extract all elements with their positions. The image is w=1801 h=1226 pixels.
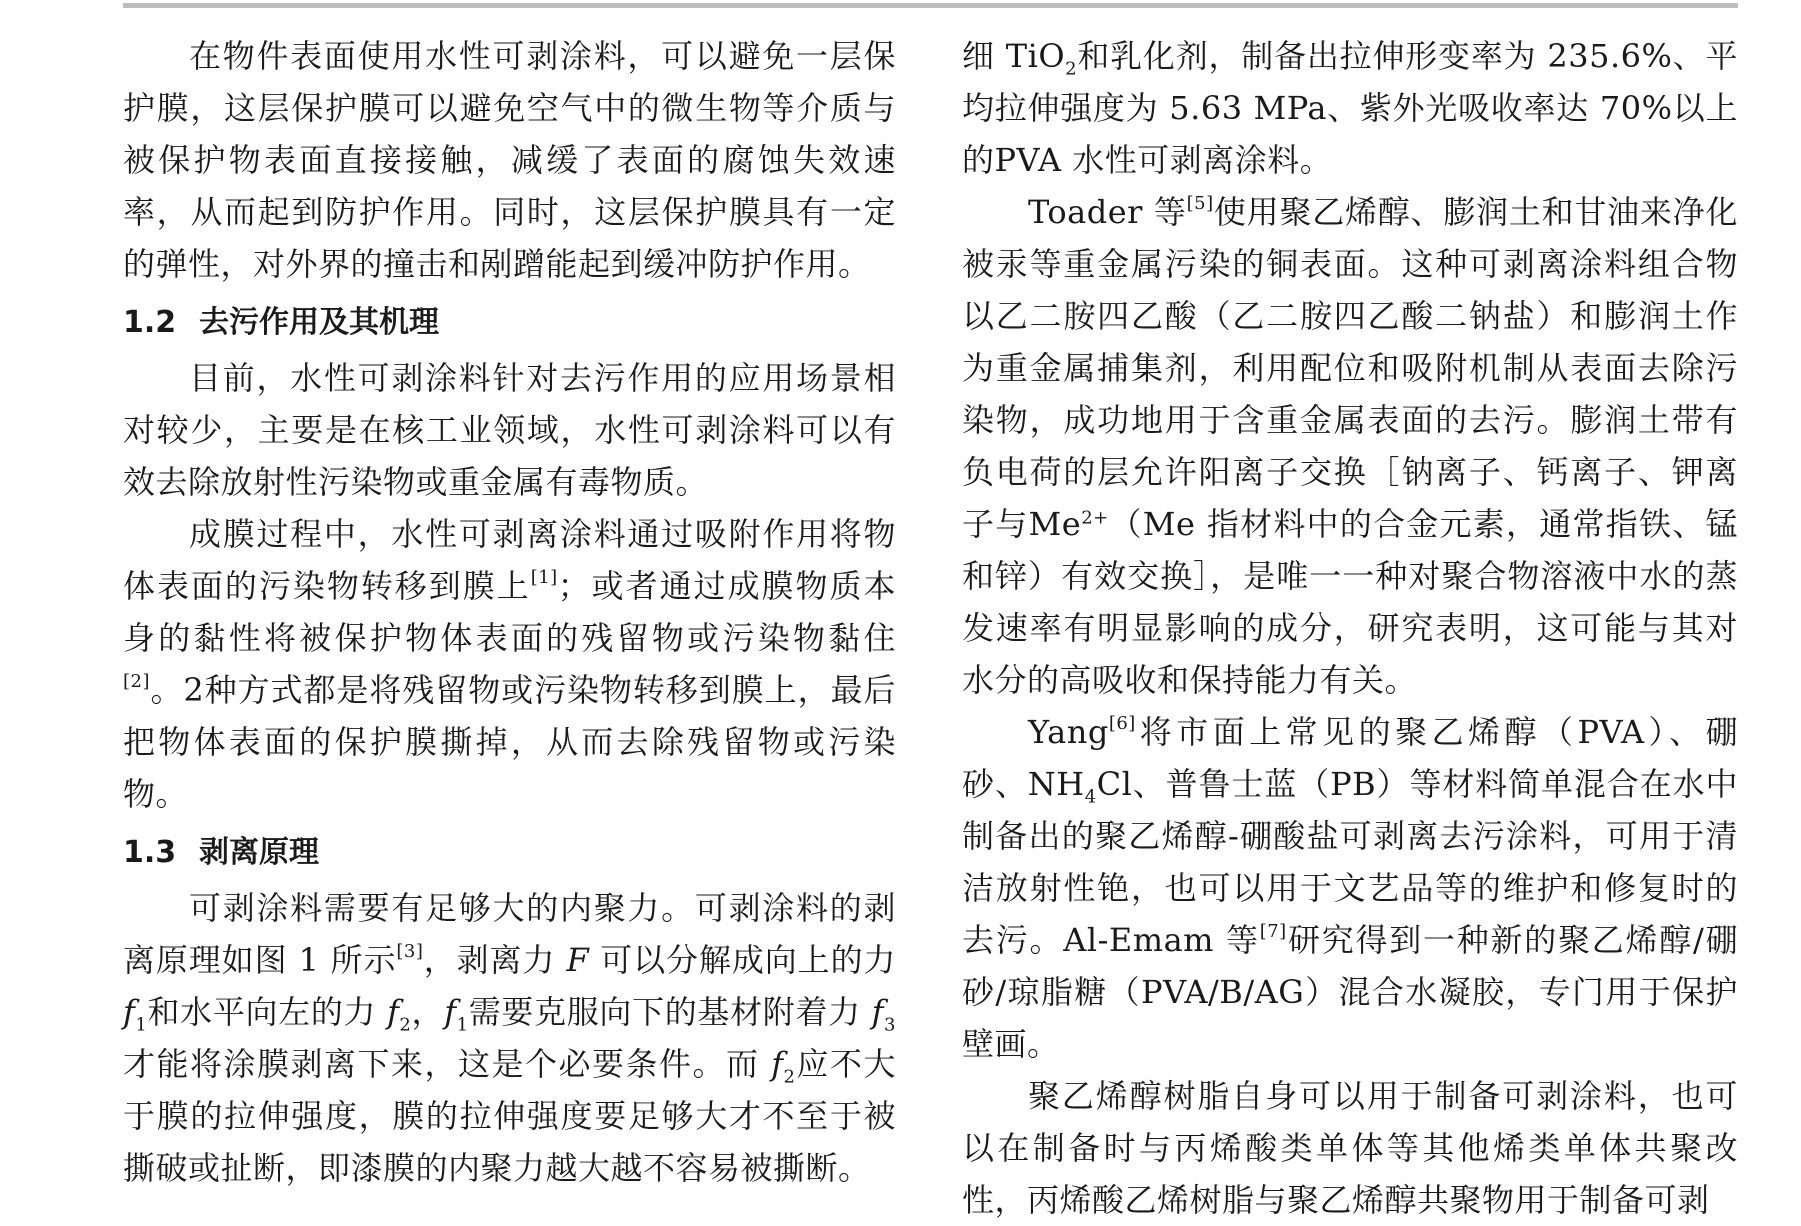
section-title: 剥离原理 xyxy=(199,835,319,870)
text-run: 成膜过程中，水性可剥离涂料通过吸附作用将物体表面的污染物转移到膜上 xyxy=(123,515,896,605)
text-run: Yang xyxy=(1028,713,1109,751)
paragraph-toader xyxy=(962,186,1738,706)
paragraph-decontamination-scenario xyxy=(123,352,896,508)
citation-1: [1] xyxy=(530,567,558,588)
text-run: Cl、普鲁士蓝（PB）等材料简单混合在水中制备出的聚乙烯醇-硼酸盐可剥离去污涂料，可用于清洁放射性铯，也可以用于文艺品等的维护和修复时的去污。Al-Emam 等 xyxy=(962,765,1738,959)
text-run: 将市面上常见的聚乙烯醇（PVA）、硼砂、NH xyxy=(962,713,1738,803)
citation-7: [7] xyxy=(1259,921,1287,942)
subscript: 2 xyxy=(783,1066,796,1088)
top-rule xyxy=(123,3,1738,8)
paragraph-protection xyxy=(123,30,896,290)
symbol-f: f xyxy=(387,993,400,1031)
text-run: ；或者通过成膜物质本身的黏性将被保护物体表面的残留物或污染物黏住 xyxy=(123,567,896,657)
section-number: 1.2 xyxy=(123,305,177,340)
text-run: 使用聚乙烯醇、膨润土和甘油来净化被汞等重金属污染的铜表面。这种可剥离涂料组合物以乙二胺四乙酸（乙二胺四乙酸二钠盐）和膨润土作为重金属捕集剂，利用配位和吸附机制从表面去除污染物，成功地用于含重金属表面的去污。膨润土带有负电荷的层允许阳离子交换［钠离子、钙离子、钾离子与Me xyxy=(962,193,1738,543)
superscript: 2+ xyxy=(1081,507,1109,529)
symbol-f: f xyxy=(871,993,885,1031)
text-run: ， xyxy=(411,993,445,1031)
section-number: 1.3 xyxy=(123,835,177,870)
paragraph-decontamination-mechanism xyxy=(123,508,896,820)
symbol-f: f xyxy=(123,993,136,1031)
text-run: Toader 等 xyxy=(1028,193,1187,231)
text-run: （Me 指材料中的合金元素，通常指铁、锰和锌）有效交换］，是唯一一种对聚合物溶液中水的蒸发速率有明显影响的成分，研究表明，这可能与其对水分的高吸收和保持能力有关。 xyxy=(962,505,1738,699)
paragraph-peeling-principle xyxy=(123,882,896,1194)
section-heading-1-2 xyxy=(123,298,896,348)
subscript: 1 xyxy=(135,1014,148,1036)
text-run: 和水平向左的力 xyxy=(147,993,388,1031)
citation-3: [3] xyxy=(396,941,424,962)
left-column xyxy=(123,30,896,1194)
text-run: 。2种方式都是将残留物或污染物转移到膜上，最后把物体表面的保护膜撕掉，从而去除残留物或污染物。 xyxy=(123,671,896,813)
text-run: ，剥离力 xyxy=(423,941,567,979)
text-run: 可剥涂料需要有足够大的内聚力。可剥涂料的剥离原理如图 1 所示 xyxy=(123,889,896,979)
subscript: 3 xyxy=(884,1014,896,1036)
paragraph-text: 目前，水性可剥涂料针对去污作用的应用场景相对较少，主要是在核工业领域，水性可剥涂料可以有效去除放射性污染物或重金属有毒物质。 xyxy=(123,359,896,501)
symbol-f: f xyxy=(771,1045,784,1083)
paragraph-yang xyxy=(962,706,1738,1070)
text-run: 可以分解成向上的力 xyxy=(589,941,896,979)
right-column xyxy=(962,30,1738,1226)
symbol-f: f xyxy=(444,993,457,1031)
section-title: 去污作用及其机理 xyxy=(199,305,439,340)
text-run: 需要克服向下的基材附着力 xyxy=(468,993,872,1031)
subscript: 2 xyxy=(399,1014,412,1036)
citation-5: [5] xyxy=(1186,193,1214,214)
paragraph-text: 聚乙烯醇树脂自身可以用于制备可剥涂料，也可以在制备时与丙烯酸类单体等其他烯类单体共聚改性，丙烯酸乙烯树脂与聚乙烯醇共聚物用于制备可剥 xyxy=(962,1077,1738,1219)
text-run: 细 TiO xyxy=(962,37,1066,75)
citation-6: [6] xyxy=(1108,713,1136,734)
symbol-F: F xyxy=(566,941,590,979)
subscript: 2 xyxy=(1065,58,1078,80)
citation-2: [2] xyxy=(123,671,150,692)
subscript: 1 xyxy=(456,1014,469,1036)
subscript: 4 xyxy=(1084,786,1097,808)
text-run: 应不大于膜的拉伸强度，膜的拉伸强度要足够大才不至于被撕破或扯断，即漆膜的内聚力越大越不容易被撕断。 xyxy=(123,1045,896,1187)
paragraph-pva-coating-continued xyxy=(962,30,1738,186)
text-run: 才能将涂膜剥离下来，这是个必要条件。而 xyxy=(123,1045,772,1083)
paragraph-text: 在物件表面使用水性可剥涂料，可以避免一层保护膜，这层保护膜可以避免空气中的微生物等介质与被保护物表面直接接触，减缓了表面的腐蚀失效速率，从而起到防护作用。同时，这层保护膜具有一定的弹性，对外界的撞击和剐蹭能起到缓冲防护作用。 xyxy=(123,37,896,283)
section-heading-1-3 xyxy=(123,828,896,878)
text-run: 和乳化剂，制备出拉伸形变率为 235.6%、平均拉伸强度为 5.63 MPa、紫外光吸收率达 70%以上的PVA 水性可剥离涂料。 xyxy=(962,37,1738,179)
text-run: 研究得到一种新的聚乙烯醇/硼砂/琼脂糖（PVA/B/AG）混合水凝胶，专门用于保护壁画。 xyxy=(962,921,1738,1063)
paragraph-pva-resin xyxy=(962,1070,1738,1226)
